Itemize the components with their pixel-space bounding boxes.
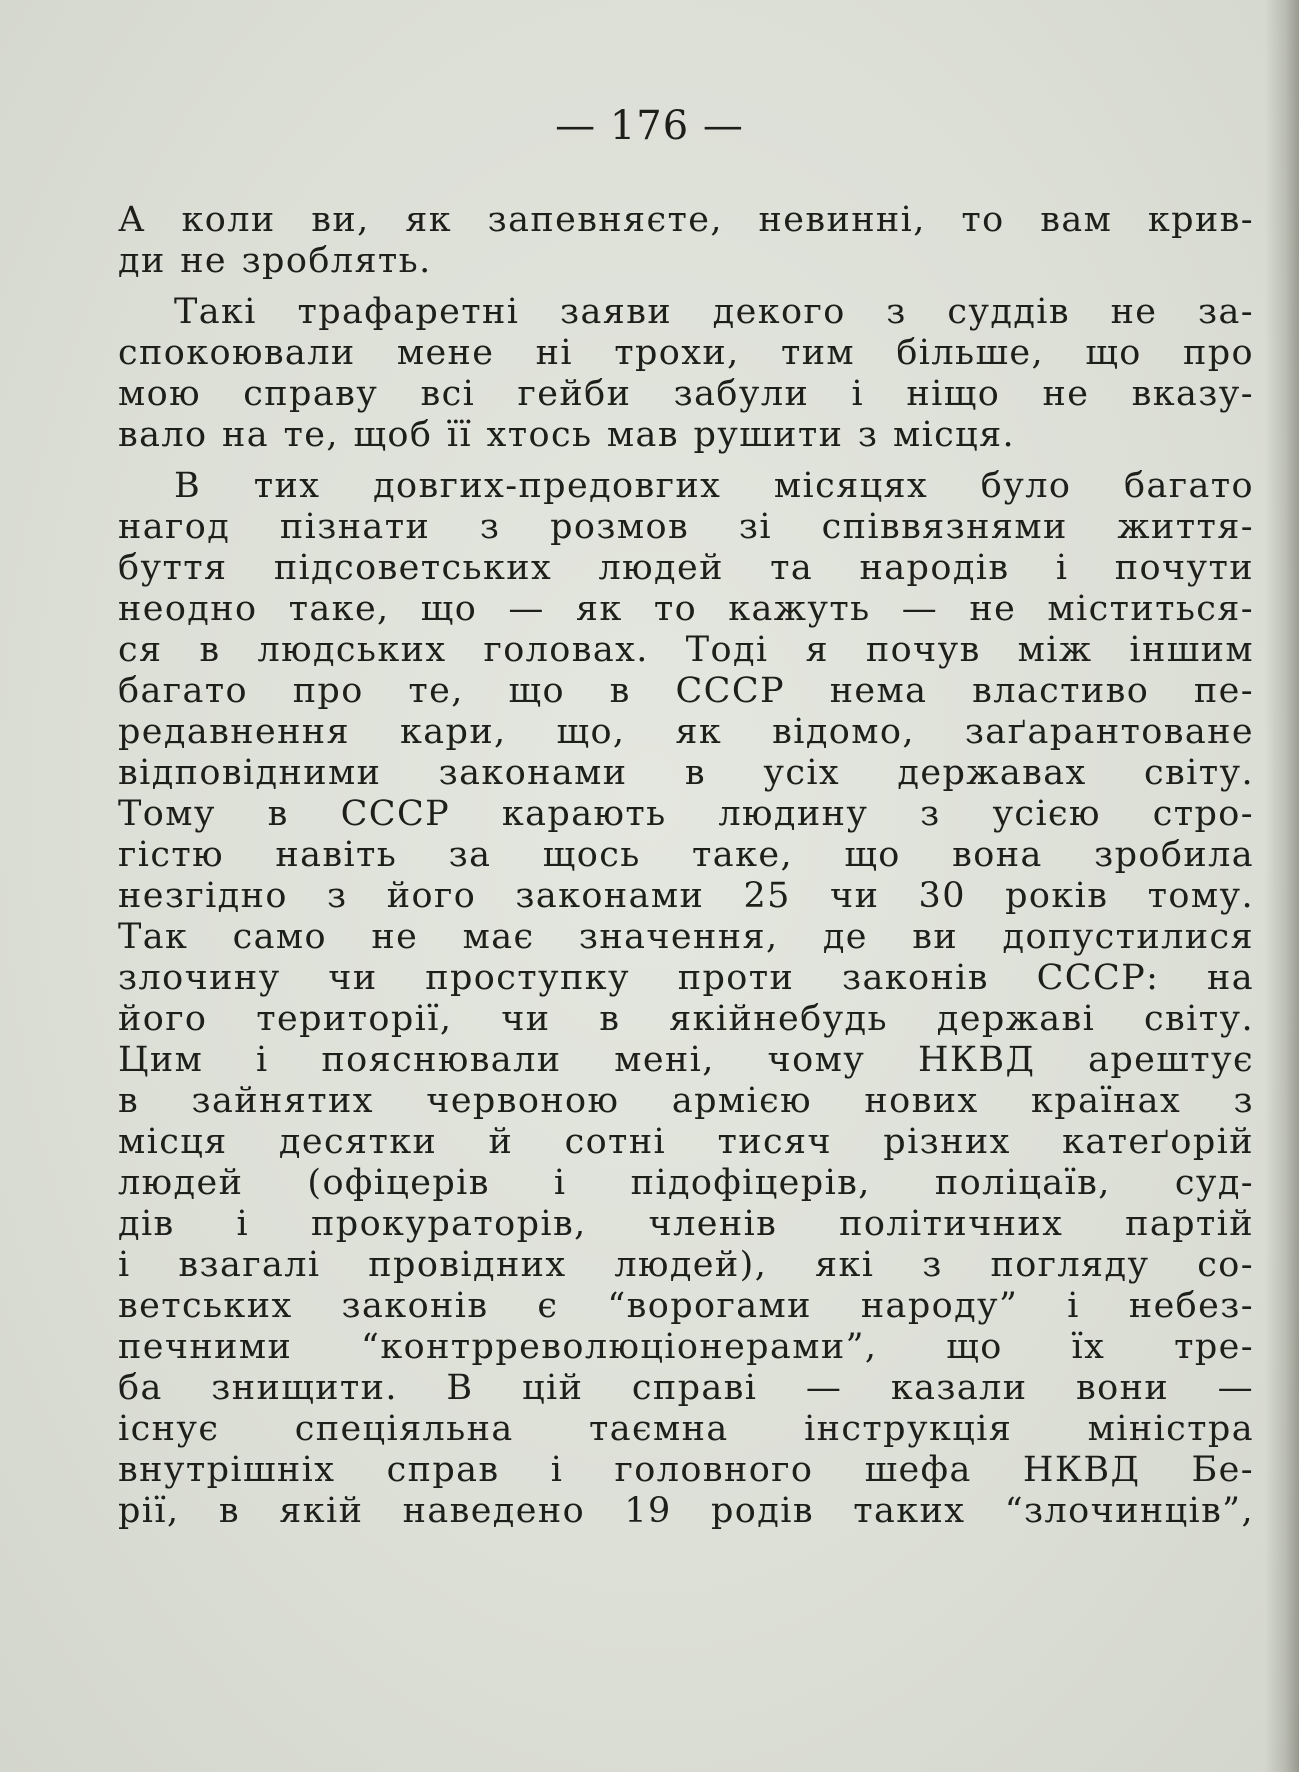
text-line: мою справу всі гейби забули і ніщо не вказу- [118, 374, 1254, 414]
text-line: Цим і пояснювали мені, чому НКВД арештує [118, 1040, 1254, 1080]
text-line: нагод пізнати з розмов зі співвязнями життя- [118, 507, 1254, 547]
text-line: ся в людських головах. Тоді я почув між іншим [118, 630, 1254, 670]
text-line: В тих довгих-предовгих місяцях було багато [174, 466, 1254, 506]
text-line: ди не зроблять. [118, 241, 432, 281]
text-line: рії, в якій наведено 19 родів таких “злочинців”, [118, 1491, 1254, 1531]
text-line: внутрішніх справ і головного шефа НКВД Бе- [118, 1450, 1254, 1490]
text-line: вало на те, щоб її хтось мав рушити з місця. [118, 415, 1016, 455]
text-line: спокоювали мене ні трохи, тим більше, що про [118, 333, 1254, 373]
text-line: печними “контрреволюціонерами”, що їх тре- [118, 1327, 1254, 1367]
text-line: ба знищити. В цій справі — казали вони — [118, 1368, 1254, 1408]
paragraph [118, 466, 1254, 1532]
text-line: неодно таке, що — як то кажуть — не міститься- [118, 589, 1254, 629]
text-line: Тому в СССР карають людину з усією стро- [118, 794, 1254, 834]
text-line: Такі трафаретні заяви декого з суддів не за- [174, 292, 1254, 332]
page-edge-shadow [1265, 0, 1299, 1772]
paragraph [118, 292, 1254, 456]
text-line: в зайнятих червоною армією нових країнах з [118, 1081, 1254, 1121]
text-line: і взагалі провідних людей), які з погляду со- [118, 1245, 1254, 1285]
text-line: його території, чи в якійнебудь державі світу. [118, 999, 1254, 1039]
text-line: гістю навіть за щось таке, що вона зробила [118, 835, 1254, 875]
paragraph [118, 200, 1254, 282]
text-line: А коли ви, як запевняєте, невинні, то вам крив- [118, 200, 1254, 240]
body-text [118, 200, 1254, 1542]
text-line: дів і прокураторів, членів політичних партій [118, 1204, 1254, 1244]
text-line: незгідно з його законами 25 чи 30 років тому. [118, 876, 1254, 916]
text-line: людей (офіцерів і підофіцерів, поліцаїв, суд- [118, 1163, 1254, 1203]
text-line: багато про те, що в СССР нема властиво пе- [118, 671, 1254, 711]
text-line: існує спеціяльна таємна інструкція міністра [118, 1409, 1254, 1449]
text-line: місця десятки й сотні тисяч різних катеґорій [118, 1122, 1254, 1162]
page-number: — 176 — [555, 103, 744, 149]
text-line: буття підсоветських людей та народів і почути [118, 548, 1254, 588]
text-line: відповідними законами в усіх державах світу. [118, 753, 1254, 793]
text-line: редавнення кари, що, як відомо, заґарантоване [118, 712, 1254, 752]
text-line: злочину чи проступку проти законів СССР: на [118, 958, 1254, 998]
text-line: Так само не має значення, де ви допустилися [118, 917, 1254, 957]
text-line: ветських законів є “ворогами народу” і небез- [118, 1286, 1254, 1326]
